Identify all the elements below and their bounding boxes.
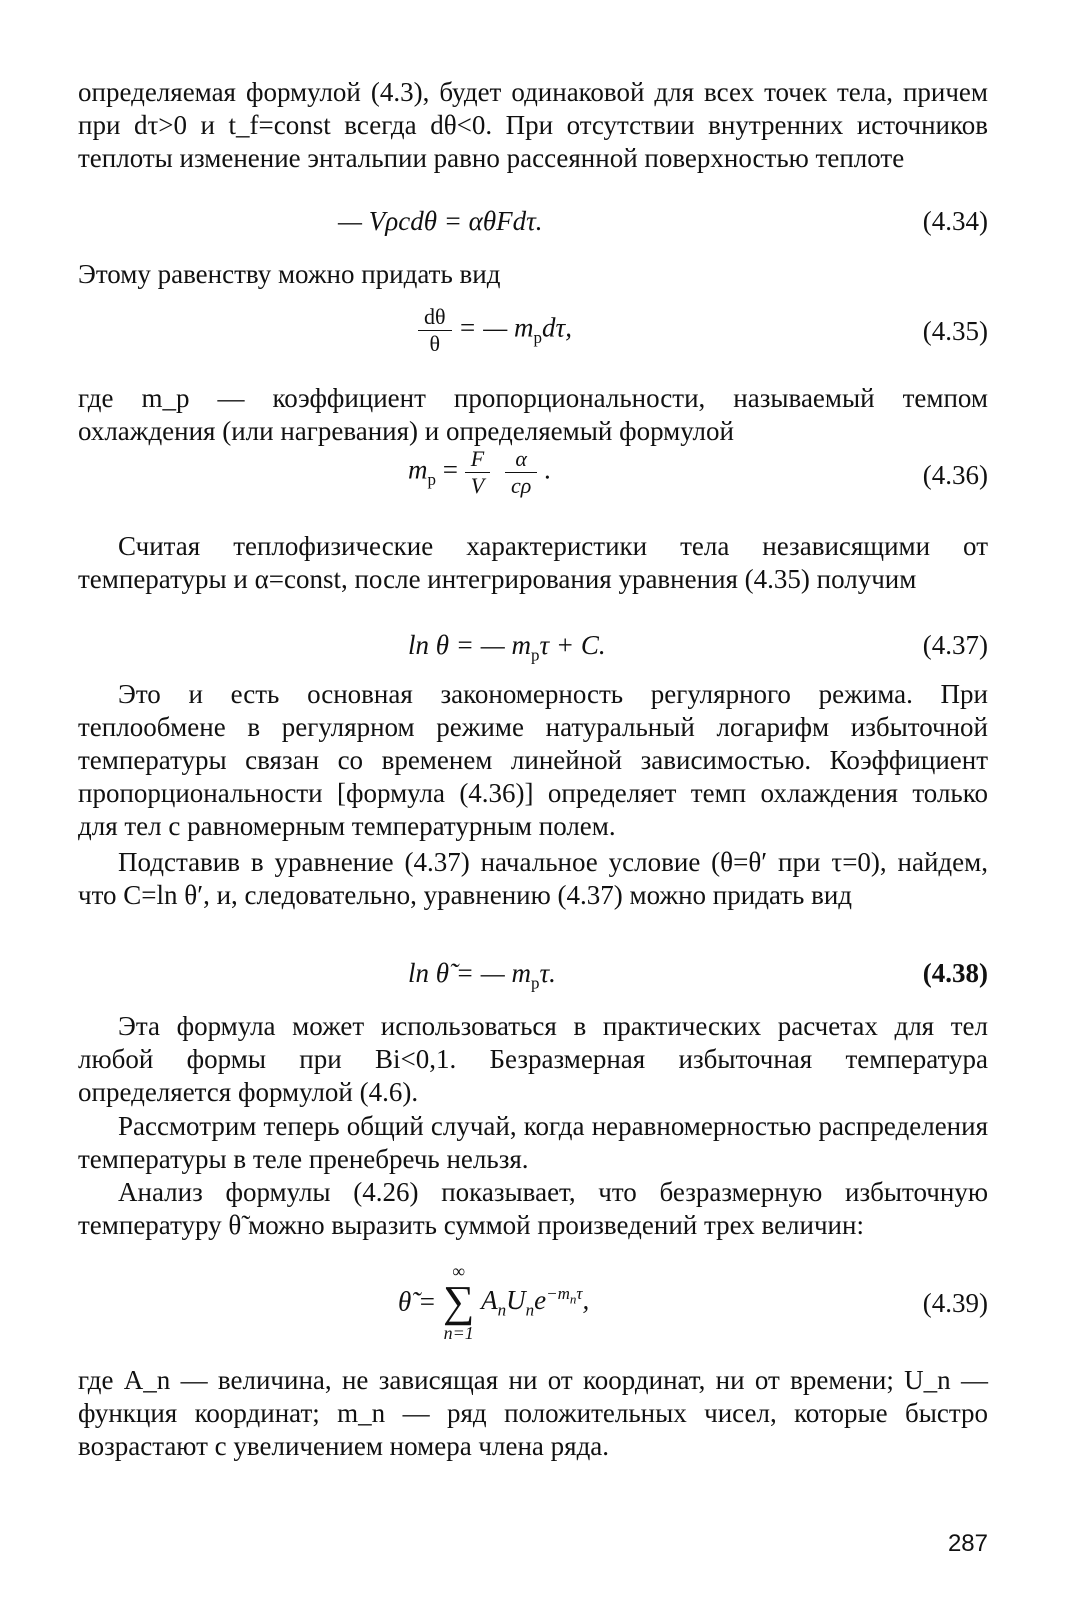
paragraph-text: определяемая формулой (4.3), будет одинаковой для всех точек тела, причем при dτ>0 и t_f=const всегда dθ<0. При отсутствии внутренних источников теплоты изменение энтальпии равно рассеянной поверхностью теплоте xyxy=(78,77,988,173)
tail: τ. xyxy=(539,958,556,988)
paragraph-7 xyxy=(78,1010,988,1109)
term-u: U xyxy=(506,1284,526,1315)
paragraph-text: где m_р — коэффициент пропорциональности, называемый темпом охлаждения (или нагревания) и определяемый формулой xyxy=(78,383,988,446)
tail: . xyxy=(544,454,551,485)
rhs: = — m xyxy=(458,312,534,343)
paragraph-text: Этому равенству можно придать вид xyxy=(78,259,501,289)
paragraph-9 xyxy=(78,1176,988,1242)
fraction-2 xyxy=(505,446,537,499)
numerator: F xyxy=(465,446,490,473)
equation-4-35 xyxy=(78,304,988,364)
exponent-tau: τ xyxy=(576,1283,583,1303)
tail: τ + C. xyxy=(539,630,606,660)
paragraph-text: Анализ формулы (4.26) показывает, что безразмерную избыточную температуру θ̃ можно выразить суммой произведений трех величин: xyxy=(78,1177,988,1240)
paragraph-text: Рассмотрим теперь общий случай, когда неравномерностью распределения температуры в теле пренебречь нельзя. xyxy=(78,1111,988,1174)
sum-operator xyxy=(443,1262,474,1342)
paragraph-6 xyxy=(78,846,988,912)
paragraph-3 xyxy=(78,382,988,448)
equation-number: (4.39) xyxy=(922,1288,988,1318)
equation-number: (4.35) xyxy=(922,316,988,346)
paragraph-text: Подставив в уравнение (4.37) начальное условие (θ=θ′ при τ=0), найдем, что C=ln θ′, и, следовательно, уравнению (4.37) можно придать вид xyxy=(78,847,988,910)
fraction xyxy=(418,304,452,357)
exponent xyxy=(546,1283,583,1307)
lower-limit: n=1 xyxy=(443,1323,474,1343)
equation-text: ln θ̃ = — m xyxy=(408,958,531,988)
equation-body xyxy=(408,958,556,993)
lhs: θ̃ = xyxy=(398,1286,437,1317)
numerator: α xyxy=(505,446,537,473)
paragraph-5 xyxy=(78,678,988,843)
term xyxy=(481,1283,590,1320)
equation-number: (4.34) xyxy=(922,206,988,236)
subscript: р xyxy=(427,470,436,490)
equation-body xyxy=(408,630,606,665)
equation-body xyxy=(418,304,572,357)
term-a: A xyxy=(481,1284,498,1315)
equation-4-39 xyxy=(78,1262,988,1352)
paragraph-text: Эта формула может использоваться в практических расчетах для тел любой формы при Bi<0,1. Безразмерная избыточная температура определяется формулой (4.6). xyxy=(78,1011,988,1107)
equation-4-38 xyxy=(78,958,988,998)
paragraph-text: Это и есть основная закономерность регулярного режима. При теплообмене в регулярном режиме натуральный логарифм избыточной температуры связан со временем линейной зависимостью. Коэффициент пропорциональности [формула (4.36)] определяет темп охлаждения только для тел с равномерным температурным полем. xyxy=(78,679,988,841)
exponent-subscript: n xyxy=(569,1291,577,1307)
denominator: V xyxy=(470,473,485,498)
exponent-m: −m xyxy=(546,1283,570,1303)
term-e: e xyxy=(534,1284,547,1315)
paragraph-2 xyxy=(78,258,988,291)
equation-body: — Vρcdθ = αθFdτ. xyxy=(338,206,543,236)
equation-4-37 xyxy=(78,630,988,670)
subscript: n xyxy=(497,1300,507,1320)
paragraph-text: где A_n — величина, не зависящая ни от координат, ни от времени; U_n — функция координат; m_n — ряд положительных чисел, которые быстро возрастают с увеличением номера члена ряда. xyxy=(78,1365,988,1461)
equation-4-36 xyxy=(78,446,988,510)
equation-number: (4.36) xyxy=(922,460,988,490)
equation-body xyxy=(408,446,551,499)
equation-body xyxy=(398,1262,589,1342)
denominator: cρ xyxy=(510,473,532,498)
equation-number: (4.37) xyxy=(922,630,988,660)
fraction-1 xyxy=(465,446,490,499)
subscript: р xyxy=(531,973,540,993)
equation-text: ln θ = — m xyxy=(408,630,531,660)
equation-number: (4.38) xyxy=(922,958,988,988)
paragraph-4 xyxy=(78,530,988,596)
paragraph-text: Считая теплофизические характеристики тела независящими от температуры и α=const, после интегрирования уравнения (4.35) получим xyxy=(78,531,988,594)
paragraph-8 xyxy=(78,1110,988,1176)
denominator: θ xyxy=(429,331,441,356)
tail: dτ, xyxy=(542,312,572,343)
equals: = xyxy=(442,454,458,485)
subscript: n xyxy=(525,1300,535,1320)
page-number: 287 xyxy=(947,1530,988,1557)
numerator: dθ xyxy=(418,304,452,331)
paragraph-1 xyxy=(78,76,988,175)
subscript: р xyxy=(531,645,540,665)
subscript: р xyxy=(533,328,543,348)
equation-4-34 xyxy=(78,206,988,246)
sigma: ∑ xyxy=(442,1277,475,1326)
upper-limit: ∞ xyxy=(452,1261,466,1281)
tail: , xyxy=(582,1284,590,1315)
paragraph-10 xyxy=(78,1364,988,1463)
lhs: m xyxy=(408,454,428,485)
